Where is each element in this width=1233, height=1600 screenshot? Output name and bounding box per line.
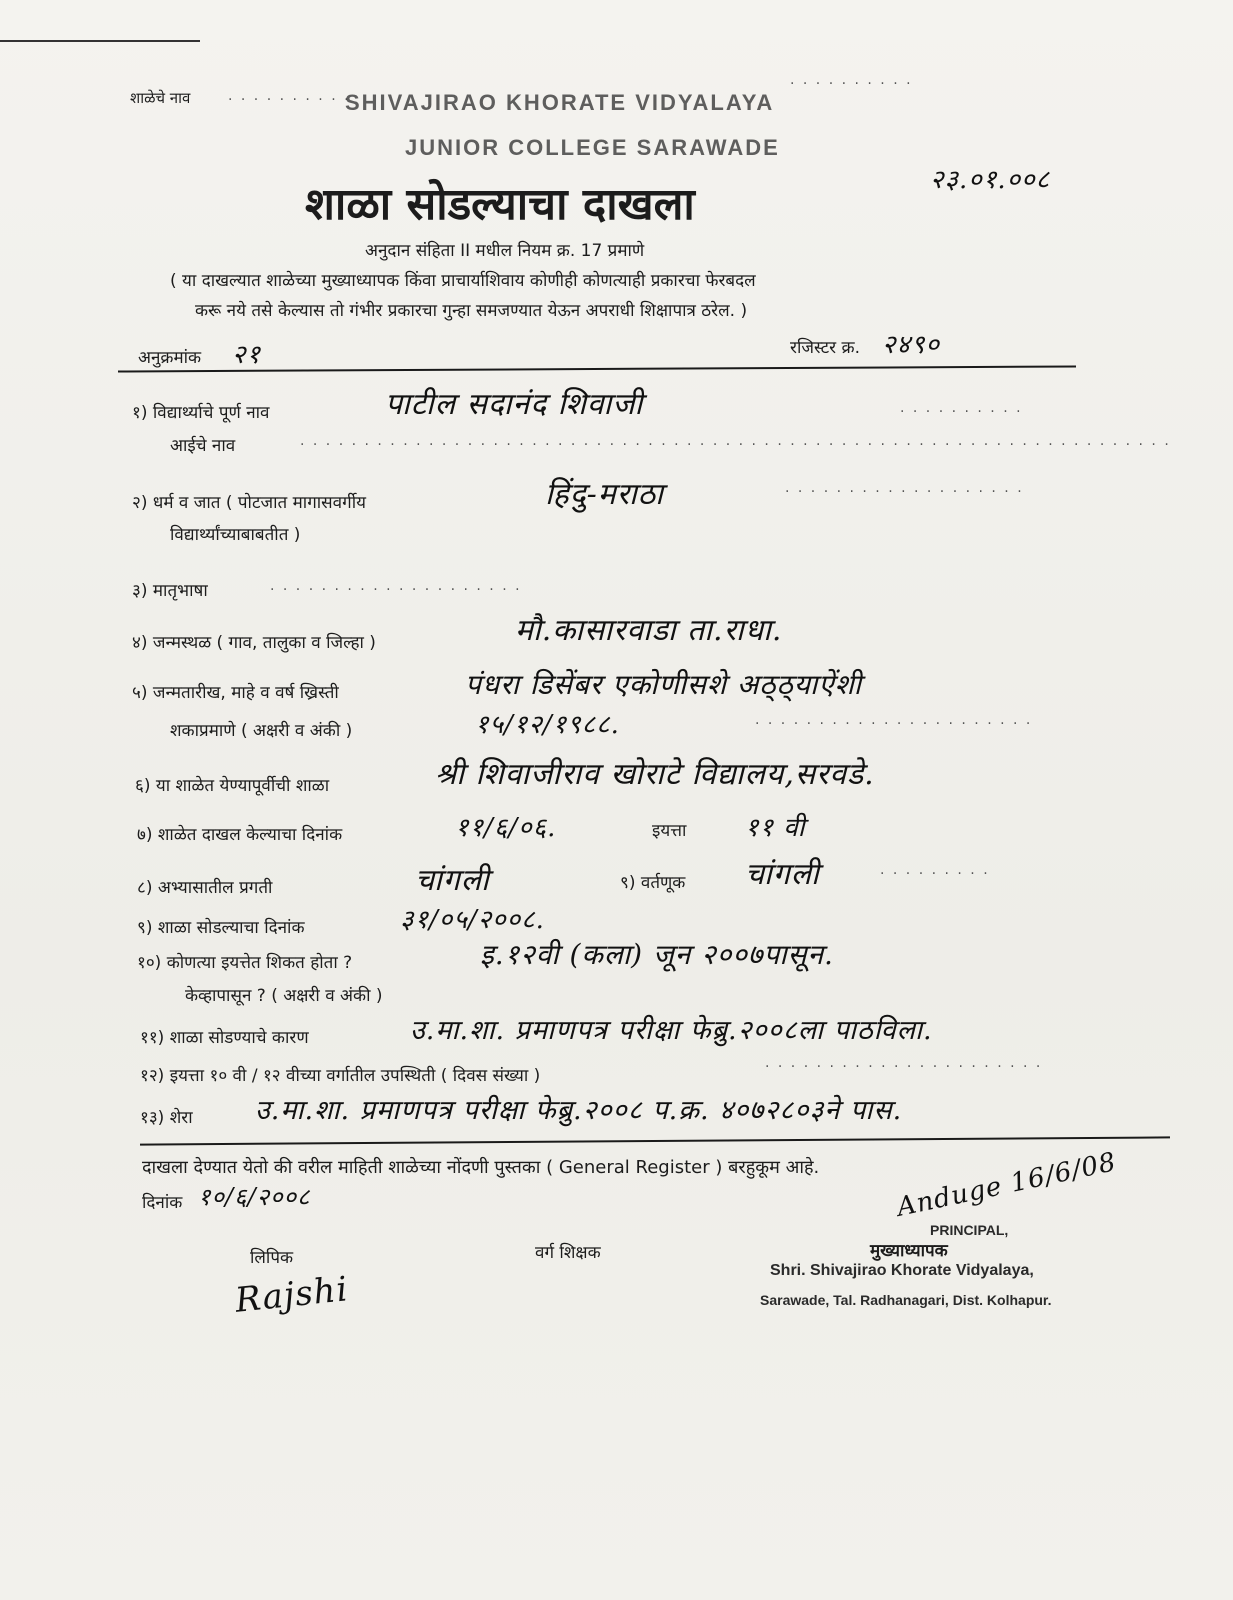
field5-label: ५) जन्मतारीख, माहे व वर्ष ख्रिस्ती	[132, 683, 339, 703]
dots: . . . . . . . . . .	[228, 88, 351, 104]
field10-value: इ.१२वी (कला) जून २००७पासून.	[480, 938, 834, 971]
field13-value: उ.मा.शा. प्रमाणपत्र परीक्षा फेब्रु.२००८ प.क्र. ४०७२८०३ने पास.	[255, 1095, 903, 1126]
field1b-label: आईचे नाव	[170, 436, 236, 456]
date-label: दिनांक	[142, 1193, 183, 1213]
field13-label: १३) शेरा	[140, 1108, 193, 1128]
dots: . . . . . . . . . .	[790, 72, 913, 88]
dots: . . . . . . . . . . . . . . . . . . .	[785, 480, 1024, 496]
field10-label2: केव्हापासून ? ( अक्षरी व अंकी )	[185, 986, 383, 1006]
dots: . . . . . . . . . . . . . . . . . . . .	[270, 578, 522, 594]
field8-label: ८) अभ्यासातील प्रगती	[137, 878, 273, 898]
field7-value: ११/६/०६.	[455, 813, 557, 843]
field9-label: ९) शाळा सोडल्याचा दिनांक	[137, 918, 305, 938]
dots: . . . . . . . . . . . . . . . . . . . . . . . . . . . . . . . . . . . . . . . . . . . . . . . . . . . . . . . . . . . . . . . . . . . .	[300, 433, 1171, 449]
field7-label: ७) शाळेत दाखल केल्याचा दिनांक	[137, 825, 343, 845]
principal-signature: Anduge 16/6/08	[894, 1147, 1120, 1223]
principal-en: PRINCIPAL,	[930, 1222, 1009, 1238]
school-en-line1: Shri. Shivajirao Khorate Vidyalaya,	[770, 1262, 1034, 1279]
field2-label: २) धर्म व जात ( पोटजात मागासवर्गीय	[132, 493, 366, 513]
field5-value2: १५/१२/१९८८.	[475, 710, 620, 740]
school-en-line2: Sarawade, Tal. Radhanagari, Dist. Kolhapur.	[760, 1292, 1052, 1308]
field4-label: ४) जन्मस्थळ ( गाव, तालुका व जिल्हा )	[132, 633, 376, 653]
header-rule	[118, 365, 1076, 372]
field11-label: ११) शाळा सोडण्याचे कारण	[140, 1028, 309, 1048]
field9b-label: ९) वर्तणूक	[620, 873, 686, 893]
field11-value: उ.मा.शा. प्रमाणपत्र परीक्षा फेब्रु.२००८ला पाठविला.	[410, 1015, 933, 1046]
page-title: शाळा सोडल्याचा दाखला	[305, 179, 695, 230]
field9b-value: चांगली	[745, 857, 820, 892]
field10-label: १०) कोणत्या इयत्तेत शिकत होता ?	[137, 953, 353, 973]
field5-value: पंधरा डिसेंबर एकोणीसशे अठ्ठ्याऐंशी	[465, 668, 863, 701]
register-value: २४९०	[882, 330, 941, 360]
field8-value: चांगली	[415, 863, 490, 898]
warning-line2: करू नये तसे केल्यास तो गंभीर प्रकारचा गुन्हा समजण्यात येऊन अपराधी शिक्षापात्र ठरेल. )	[195, 301, 748, 321]
field7-std-label: इयत्ता	[652, 821, 687, 841]
class-teacher-label: वर्ग शिक्षक	[535, 1243, 601, 1263]
field6-label: ६) या शाळेत येण्यापूर्वीची शाळा	[135, 776, 330, 796]
clerk-label: लिपिक	[250, 1248, 294, 1268]
field5-label2: शकाप्रमाणे ( अक्षरी व अंकी )	[170, 721, 353, 741]
dots: . . . . . . . . . . . . . . . . . . . . . .	[765, 1055, 1043, 1071]
field6-value: श्री शिवाजीराव खोराटे विद्यालय,सरवडे.	[435, 757, 875, 792]
school-name-label: शाळेचे नाव	[130, 89, 191, 107]
register-label: रजिस्टर क्र.	[790, 338, 860, 358]
clerk-signature: Rajshi	[233, 1269, 351, 1321]
field2-value: हिंदु-मराठा	[545, 477, 664, 512]
school-stamp-line1: SHIVAJIRAO KHORATE VIDYALAYA	[345, 90, 775, 115]
issue-date-hw: २३.०१.००८	[930, 165, 1051, 195]
principal-label: मुख्याध्यापक	[870, 1241, 948, 1261]
certify-text: दाखला देण्यात येतो की वरील माहिती शाळेच्या नोंदणी पुस्तका ( General Register ) बरहुकूम आहे.	[142, 1157, 820, 1178]
footer-rule	[140, 1136, 1170, 1145]
rule-line: अनुदान संहिता II मधील नियम क्र. 17 प्रमाणे	[365, 241, 645, 261]
serial-label: अनुक्रमांक	[138, 348, 202, 368]
field3-label: ३) मातृभाषा	[132, 581, 208, 601]
dots: . . . . . . . . . . . . . . . . . . . . . .	[755, 712, 1033, 728]
date-value: १०/६/२००८	[198, 1183, 311, 1211]
dots: . . . . . . . . . .	[900, 400, 1023, 416]
field1-label: १) विद्यार्थ्याचे पूर्ण नाव	[132, 403, 270, 423]
warning-line1: ( या दाखल्यात शाळेच्या मुख्याध्यापक किंवा प्राचार्याशिवाय कोणीही कोणत्याही प्रकारचा फेरबदल	[170, 271, 756, 291]
field12-label: १२) इयत्ता १० वी / १२ वीच्या वर्गातील उपस्थिती ( दिवस संख्या )	[140, 1066, 541, 1086]
field1-value: पाटील सदानंद शिवाजी	[385, 387, 644, 422]
dots: . . . . . . . . .	[880, 862, 990, 878]
top-edge-line	[0, 40, 200, 42]
field7-std-value: ११ वी	[745, 813, 806, 843]
field4-value: मौ.कासारवाडा ता.राधा.	[515, 613, 783, 648]
school-stamp-line2: JUNIOR COLLEGE SARAWADE	[405, 135, 780, 160]
field2-label2: विद्यार्थ्यांच्याबाबतीत )	[170, 525, 301, 545]
serial-value: २१	[232, 340, 262, 370]
field9-value: ३१/०५/२००८.	[400, 905, 545, 935]
